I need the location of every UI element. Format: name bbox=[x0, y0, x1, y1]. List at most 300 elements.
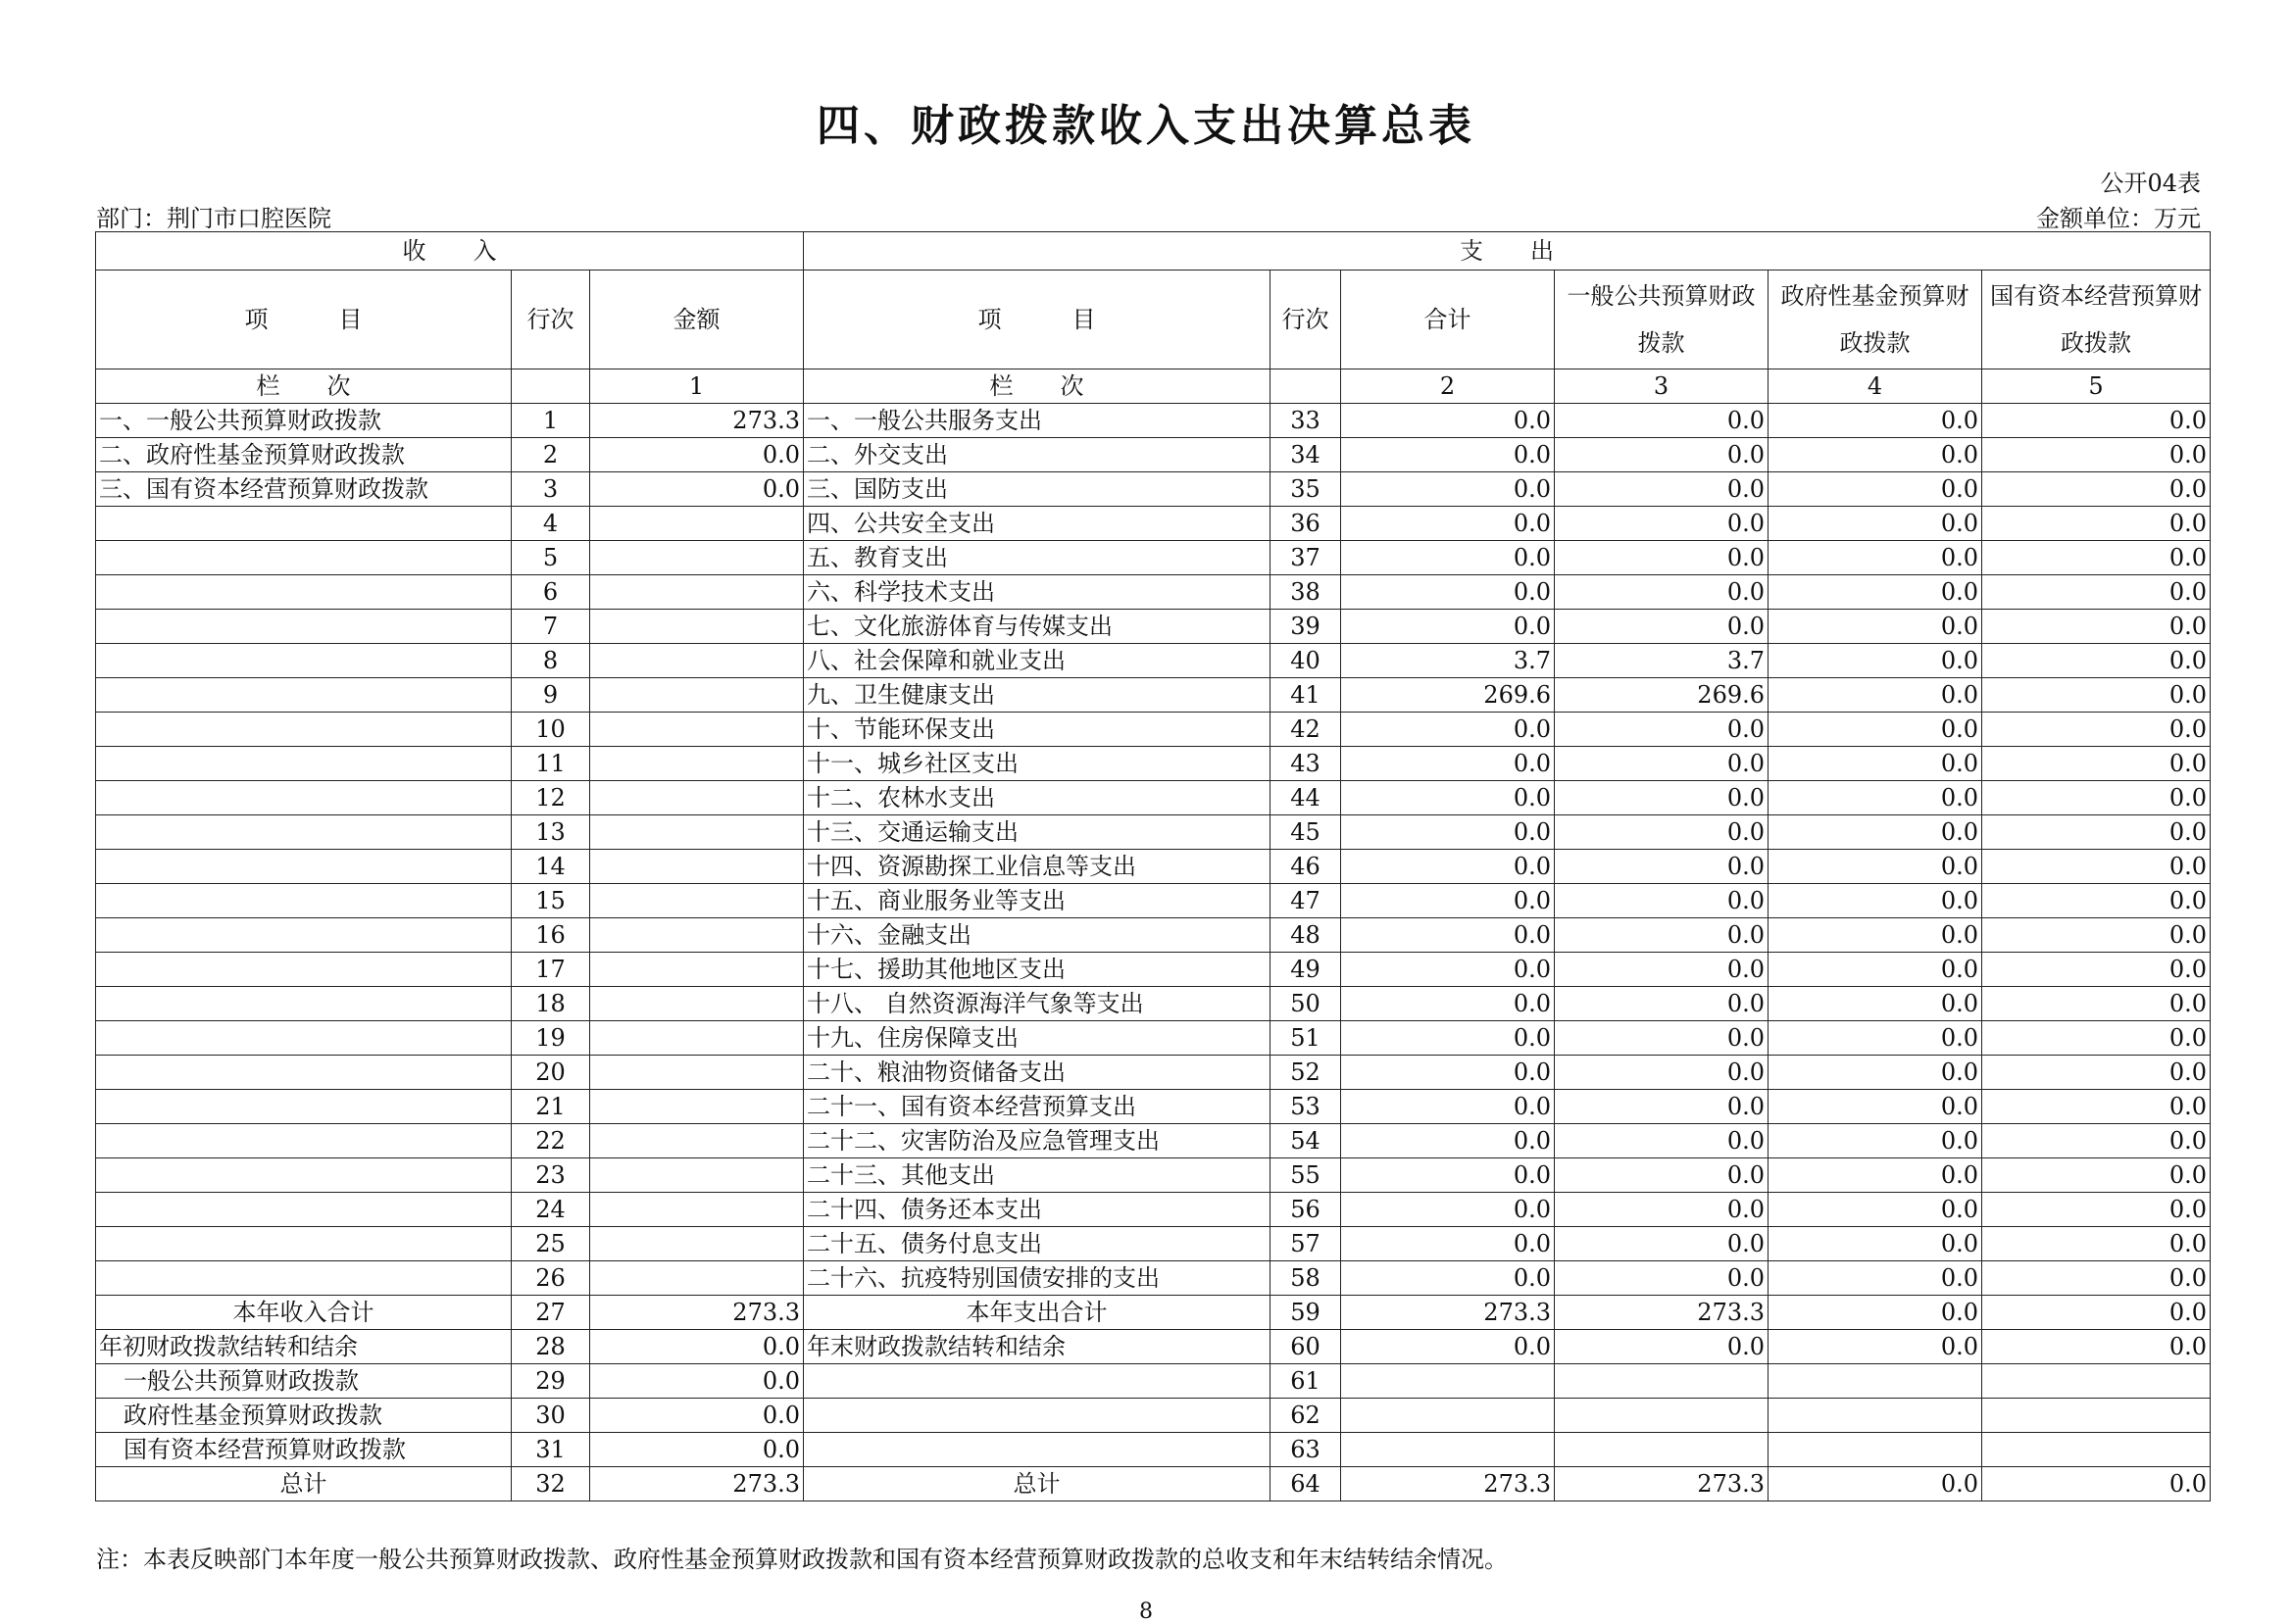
state-capital-amount: 0.0 bbox=[1982, 987, 2211, 1021]
state-capital-amount: 0.0 bbox=[1982, 644, 2211, 678]
expense-total: 0.0 bbox=[1341, 1227, 1555, 1261]
state-capital-amount: 0.0 bbox=[1982, 1158, 2211, 1193]
gov-fund-amount: 0.0 bbox=[1769, 1158, 1982, 1193]
gov-fund-amount: 0.0 bbox=[1769, 1467, 1982, 1501]
table-row bbox=[96, 987, 2211, 1021]
table-row bbox=[96, 678, 2211, 713]
expense-line-no: 45 bbox=[1271, 815, 1341, 850]
table-row bbox=[96, 1261, 2211, 1296]
general-budget-amount: 0.0 bbox=[1555, 575, 1769, 610]
gov-fund-amount: 0.0 bbox=[1769, 644, 1982, 678]
table-row bbox=[96, 1158, 2211, 1193]
income-line-no: 31 bbox=[512, 1433, 590, 1467]
general-budget-amount: 0.0 bbox=[1555, 610, 1769, 644]
state-capital-amount: 0.0 bbox=[1982, 884, 2211, 918]
gov-fund-header: 政府性基金预算财政拨款 bbox=[1769, 271, 1982, 369]
general-budget-amount: 0.0 bbox=[1555, 884, 1769, 918]
expense-line-no: 61 bbox=[1271, 1364, 1341, 1399]
table-row bbox=[96, 1227, 2211, 1261]
expense-item: 二十一、国有资本经营预算支出 bbox=[804, 1090, 1271, 1124]
income-amount-header: 金额 bbox=[590, 271, 804, 369]
income-item bbox=[96, 1193, 512, 1227]
general-budget-amount bbox=[1555, 1433, 1769, 1467]
state-capital-amount: 0.0 bbox=[1982, 610, 2211, 644]
expense-item: 二十二、灾害防治及应急管理支出 bbox=[804, 1124, 1271, 1158]
expense-item: 十七、援助其他地区支出 bbox=[804, 953, 1271, 987]
general-budget-amount: 0.0 bbox=[1555, 507, 1769, 541]
income-item bbox=[96, 747, 512, 781]
expense-total: 3.7 bbox=[1341, 644, 1555, 678]
general-budget-header: 一般公共预算财政拨款 bbox=[1555, 271, 1769, 369]
income-amount bbox=[590, 1124, 804, 1158]
state-capital-amount: 0.0 bbox=[1982, 1193, 2211, 1227]
income-line-no: 22 bbox=[512, 1124, 590, 1158]
income-amount bbox=[590, 644, 804, 678]
income-item bbox=[96, 815, 512, 850]
state-capital-amount bbox=[1982, 1399, 2211, 1433]
general-budget-amount: 0.0 bbox=[1555, 1261, 1769, 1296]
state-capital-amount: 0.0 bbox=[1982, 850, 2211, 884]
income-item bbox=[96, 1124, 512, 1158]
expense-line-no: 34 bbox=[1271, 438, 1341, 472]
gov-fund-amount: 0.0 bbox=[1769, 404, 1982, 438]
expense-item: 二十四、债务还本支出 bbox=[804, 1193, 1271, 1227]
income-line-no: 4 bbox=[512, 507, 590, 541]
expense-line-no: 42 bbox=[1271, 713, 1341, 747]
income-amount bbox=[590, 953, 804, 987]
expense-total: 0.0 bbox=[1341, 918, 1555, 953]
gov-fund-amount bbox=[1769, 1433, 1982, 1467]
income-item bbox=[96, 1090, 512, 1124]
gov-fund-amount: 0.0 bbox=[1769, 1227, 1982, 1261]
general-budget-amount: 0.0 bbox=[1555, 1056, 1769, 1090]
expense-item: 一、一般公共服务支出 bbox=[804, 404, 1271, 438]
table-row bbox=[96, 575, 2211, 610]
income-amount bbox=[590, 781, 804, 815]
expense-total: 0.0 bbox=[1341, 884, 1555, 918]
state-capital-amount: 0.0 bbox=[1982, 541, 2211, 575]
state-capital-amount: 0.0 bbox=[1982, 1056, 2211, 1090]
expense-line-no: 46 bbox=[1271, 850, 1341, 884]
expense-total: 0.0 bbox=[1341, 472, 1555, 507]
expense-total: 273.3 bbox=[1341, 1296, 1555, 1330]
expense-line-no: 44 bbox=[1271, 781, 1341, 815]
income-line-no: 17 bbox=[512, 953, 590, 987]
department-label: 部门：荆门市口腔医院 bbox=[96, 205, 331, 232]
gov-fund-amount: 0.0 bbox=[1769, 713, 1982, 747]
state-capital-amount: 0.0 bbox=[1982, 713, 2211, 747]
expense-item: 总计 bbox=[804, 1467, 1271, 1501]
column-index-2: 2 bbox=[1341, 369, 1555, 404]
state-capital-amount: 0.0 bbox=[1982, 472, 2211, 507]
income-amount bbox=[590, 1090, 804, 1124]
gov-fund-amount bbox=[1769, 1399, 1982, 1433]
general-budget-amount: 0.0 bbox=[1555, 1124, 1769, 1158]
budget-table bbox=[95, 231, 2211, 1501]
income-item bbox=[96, 507, 512, 541]
expense-line-no: 51 bbox=[1271, 1021, 1341, 1056]
expense-line-no: 56 bbox=[1271, 1193, 1341, 1227]
table-row bbox=[96, 884, 2211, 918]
gov-fund-amount: 0.0 bbox=[1769, 1330, 1982, 1364]
income-amount bbox=[590, 815, 804, 850]
gov-fund-amount bbox=[1769, 1364, 1982, 1399]
expense-item: 二十五、债务付息支出 bbox=[804, 1227, 1271, 1261]
income-line-no: 12 bbox=[512, 781, 590, 815]
general-budget-amount: 0.0 bbox=[1555, 781, 1769, 815]
income-line-no: 16 bbox=[512, 918, 590, 953]
income-item: 一、一般公共预算财政拨款 bbox=[96, 404, 512, 438]
expense-item: 六、科学技术支出 bbox=[804, 575, 1271, 610]
expense-total: 0.0 bbox=[1341, 1021, 1555, 1056]
income-item bbox=[96, 850, 512, 884]
income-line-no: 25 bbox=[512, 1227, 590, 1261]
income-amount bbox=[590, 850, 804, 884]
expense-item: 十二、农林水支出 bbox=[804, 781, 1271, 815]
expense-item-header: 项 目 bbox=[804, 271, 1271, 369]
expense-section-header: 支 出 bbox=[804, 232, 2211, 271]
income-line-no: 30 bbox=[512, 1399, 590, 1433]
table-row bbox=[96, 1330, 2211, 1364]
income-item bbox=[96, 781, 512, 815]
expense-line-no: 62 bbox=[1271, 1399, 1341, 1433]
income-item bbox=[96, 644, 512, 678]
expense-line-no: 36 bbox=[1271, 507, 1341, 541]
income-amount bbox=[590, 610, 804, 644]
gov-fund-amount: 0.0 bbox=[1769, 1090, 1982, 1124]
expense-item: 十三、交通运输支出 bbox=[804, 815, 1271, 850]
income-item bbox=[96, 1158, 512, 1193]
income-amount bbox=[590, 918, 804, 953]
expense-line-header: 行次 bbox=[1271, 271, 1341, 369]
state-capital-amount: 0.0 bbox=[1982, 953, 2211, 987]
income-amount bbox=[590, 987, 804, 1021]
income-amount: 273.3 bbox=[590, 404, 804, 438]
table-row bbox=[96, 610, 2211, 644]
gov-fund-amount: 0.0 bbox=[1769, 1296, 1982, 1330]
column-index-label: 栏 次 bbox=[804, 369, 1271, 404]
general-budget-amount: 0.0 bbox=[1555, 541, 1769, 575]
expense-line-no: 35 bbox=[1271, 472, 1341, 507]
expense-total: 0.0 bbox=[1341, 1124, 1555, 1158]
expense-total: 0.0 bbox=[1341, 507, 1555, 541]
general-budget-amount: 0.0 bbox=[1555, 1193, 1769, 1227]
income-item: 二、政府性基金预算财政拨款 bbox=[96, 438, 512, 472]
general-budget-amount: 273.3 bbox=[1555, 1467, 1769, 1501]
income-amount: 0.0 bbox=[590, 1330, 804, 1364]
income-amount bbox=[590, 1021, 804, 1056]
state-capital-amount: 0.0 bbox=[1982, 1227, 2211, 1261]
general-budget-amount: 0.0 bbox=[1555, 747, 1769, 781]
column-index-1: 1 bbox=[590, 369, 804, 404]
expense-total: 0.0 bbox=[1341, 1330, 1555, 1364]
income-line-no: 6 bbox=[512, 575, 590, 610]
expense-item: 年末财政拨款结转和结余 bbox=[804, 1330, 1271, 1364]
expense-item: 八、社会保障和就业支出 bbox=[804, 644, 1271, 678]
expense-line-no: 47 bbox=[1271, 884, 1341, 918]
income-item: 政府性基金预算财政拨款 bbox=[96, 1399, 512, 1433]
table-row bbox=[96, 713, 2211, 747]
expense-item: 十、节能环保支出 bbox=[804, 713, 1271, 747]
gov-fund-amount: 0.0 bbox=[1769, 747, 1982, 781]
income-amount bbox=[590, 747, 804, 781]
expense-line-no: 49 bbox=[1271, 953, 1341, 987]
income-line-no: 13 bbox=[512, 815, 590, 850]
income-amount bbox=[590, 1227, 804, 1261]
expense-line-no: 54 bbox=[1271, 1124, 1341, 1158]
income-amount bbox=[590, 507, 804, 541]
table-row bbox=[96, 404, 2211, 438]
income-item: 三、国有资本经营预算财政拨款 bbox=[96, 472, 512, 507]
general-budget-amount: 273.3 bbox=[1555, 1296, 1769, 1330]
state-capital-amount: 0.0 bbox=[1982, 781, 2211, 815]
page-number: 8 bbox=[1139, 1599, 1153, 1624]
general-budget-amount: 3.7 bbox=[1555, 644, 1769, 678]
expense-item: 十一、城乡社区支出 bbox=[804, 747, 1271, 781]
column-index-blank bbox=[512, 369, 590, 404]
expense-total: 0.0 bbox=[1341, 575, 1555, 610]
income-line-no: 10 bbox=[512, 713, 590, 747]
table-row bbox=[96, 541, 2211, 575]
gov-fund-amount: 0.0 bbox=[1769, 507, 1982, 541]
expense-item: 十六、金融支出 bbox=[804, 918, 1271, 953]
income-item: 年初财政拨款结转和结余 bbox=[96, 1330, 512, 1364]
expense-line-no: 63 bbox=[1271, 1433, 1341, 1467]
income-amount: 273.3 bbox=[590, 1467, 804, 1501]
general-budget-amount: 0.0 bbox=[1555, 713, 1769, 747]
expense-line-no: 41 bbox=[1271, 678, 1341, 713]
expense-line-no: 52 bbox=[1271, 1056, 1341, 1090]
gov-fund-amount: 0.0 bbox=[1769, 850, 1982, 884]
gov-fund-amount: 0.0 bbox=[1769, 987, 1982, 1021]
total-header: 合计 bbox=[1341, 271, 1555, 369]
income-item bbox=[96, 541, 512, 575]
general-budget-amount: 0.0 bbox=[1555, 815, 1769, 850]
gov-fund-amount: 0.0 bbox=[1769, 1124, 1982, 1158]
income-line-no: 5 bbox=[512, 541, 590, 575]
income-amount bbox=[590, 1261, 804, 1296]
expense-total: 0.0 bbox=[1341, 1193, 1555, 1227]
expense-item: 本年支出合计 bbox=[804, 1296, 1271, 1330]
expense-total: 0.0 bbox=[1341, 953, 1555, 987]
table-row bbox=[96, 1433, 2211, 1467]
income-line-no: 28 bbox=[512, 1330, 590, 1364]
income-item bbox=[96, 610, 512, 644]
income-line-no: 23 bbox=[512, 1158, 590, 1193]
expense-item bbox=[804, 1399, 1271, 1433]
expense-total: 0.0 bbox=[1341, 815, 1555, 850]
expense-item: 五、教育支出 bbox=[804, 541, 1271, 575]
income-item bbox=[96, 918, 512, 953]
general-budget-amount: 0.0 bbox=[1555, 1227, 1769, 1261]
state-capital-amount: 0.0 bbox=[1982, 1296, 2211, 1330]
table-row bbox=[96, 850, 2211, 884]
expense-total: 0.0 bbox=[1341, 987, 1555, 1021]
general-budget-amount: 0.0 bbox=[1555, 1021, 1769, 1056]
gov-fund-amount: 0.0 bbox=[1769, 472, 1982, 507]
income-line-no: 32 bbox=[512, 1467, 590, 1501]
expense-item: 二十三、其他支出 bbox=[804, 1158, 1271, 1193]
unit-label: 金额单位：万元 bbox=[2036, 205, 2201, 232]
general-budget-amount: 0.0 bbox=[1555, 438, 1769, 472]
expense-item: 十五、商业服务业等支出 bbox=[804, 884, 1271, 918]
income-amount bbox=[590, 1158, 804, 1193]
expense-item: 二、外交支出 bbox=[804, 438, 1271, 472]
expense-line-no: 43 bbox=[1271, 747, 1341, 781]
expense-total: 0.0 bbox=[1341, 713, 1555, 747]
general-budget-amount: 0.0 bbox=[1555, 1158, 1769, 1193]
state-capital-amount: 0.0 bbox=[1982, 507, 2211, 541]
income-amount: 0.0 bbox=[590, 1433, 804, 1467]
expense-line-no: 33 bbox=[1271, 404, 1341, 438]
table-row bbox=[96, 815, 2211, 850]
expense-total: 0.0 bbox=[1341, 541, 1555, 575]
income-line-no: 21 bbox=[512, 1090, 590, 1124]
gov-fund-amount: 0.0 bbox=[1769, 1261, 1982, 1296]
expense-line-no: 38 bbox=[1271, 575, 1341, 610]
gov-fund-amount: 0.0 bbox=[1769, 884, 1982, 918]
expense-total: 273.3 bbox=[1341, 1467, 1555, 1501]
income-item: 国有资本经营预算财政拨款 bbox=[96, 1433, 512, 1467]
table-row bbox=[96, 1399, 2211, 1433]
income-line-no: 11 bbox=[512, 747, 590, 781]
expense-total: 0.0 bbox=[1341, 747, 1555, 781]
expense-item bbox=[804, 1433, 1271, 1467]
table-row bbox=[96, 1124, 2211, 1158]
expense-total bbox=[1341, 1364, 1555, 1399]
income-item bbox=[96, 1056, 512, 1090]
income-item bbox=[96, 1261, 512, 1296]
expense-line-no: 58 bbox=[1271, 1261, 1341, 1296]
income-item bbox=[96, 987, 512, 1021]
table-row bbox=[96, 953, 2211, 987]
income-amount: 0.0 bbox=[590, 1399, 804, 1433]
income-item bbox=[96, 1021, 512, 1056]
expense-total bbox=[1341, 1433, 1555, 1467]
table-row bbox=[96, 644, 2211, 678]
income-line-no: 27 bbox=[512, 1296, 590, 1330]
state-capital-amount: 0.0 bbox=[1982, 815, 2211, 850]
gov-fund-amount: 0.0 bbox=[1769, 953, 1982, 987]
gov-fund-amount: 0.0 bbox=[1769, 781, 1982, 815]
income-amount bbox=[590, 575, 804, 610]
income-line-no: 19 bbox=[512, 1021, 590, 1056]
column-index-blank bbox=[1271, 369, 1341, 404]
income-item bbox=[96, 713, 512, 747]
state-capital-amount: 0.0 bbox=[1982, 1330, 2211, 1364]
form-number: 公开04表 bbox=[2100, 170, 2201, 197]
expense-line-no: 50 bbox=[1271, 987, 1341, 1021]
expense-item: 十九、住房保障支出 bbox=[804, 1021, 1271, 1056]
expense-total: 0.0 bbox=[1341, 850, 1555, 884]
gov-fund-amount: 0.0 bbox=[1769, 1056, 1982, 1090]
general-budget-amount bbox=[1555, 1364, 1769, 1399]
expense-item: 三、国防支出 bbox=[804, 472, 1271, 507]
state-capital-header: 国有资本经营预算财政拨款 bbox=[1982, 271, 2211, 369]
expense-item: 二十六、抗疫特别国债安排的支出 bbox=[804, 1261, 1271, 1296]
state-capital-amount: 0.0 bbox=[1982, 1021, 2211, 1056]
expense-line-no: 40 bbox=[1271, 644, 1341, 678]
income-section-header: 收 入 bbox=[96, 232, 804, 271]
income-amount bbox=[590, 1193, 804, 1227]
state-capital-amount: 0.0 bbox=[1982, 747, 2211, 781]
expense-total: 0.0 bbox=[1341, 1261, 1555, 1296]
expense-item: 四、公共安全支出 bbox=[804, 507, 1271, 541]
income-amount: 0.0 bbox=[590, 1364, 804, 1399]
table-row bbox=[96, 1090, 2211, 1124]
income-item bbox=[96, 953, 512, 987]
table-row bbox=[96, 1296, 2211, 1330]
footnote: 注：本表反映部门本年度一般公共预算财政拨款、政府性基金预算财政拨款和国有资本经营预算财政拨款的总收支和年末结转结余情况。 bbox=[96, 1546, 1508, 1573]
income-item bbox=[96, 575, 512, 610]
expense-item: 七、文化旅游体育与传媒支出 bbox=[804, 610, 1271, 644]
gov-fund-amount: 0.0 bbox=[1769, 1021, 1982, 1056]
table-row bbox=[96, 1193, 2211, 1227]
expense-total: 269.6 bbox=[1341, 678, 1555, 713]
state-capital-amount: 0.0 bbox=[1982, 404, 2211, 438]
income-item bbox=[96, 1227, 512, 1261]
general-budget-amount: 0.0 bbox=[1555, 1330, 1769, 1364]
table-row bbox=[96, 1056, 2211, 1090]
general-budget-amount: 0.0 bbox=[1555, 404, 1769, 438]
income-item-header: 项 目 bbox=[96, 271, 512, 369]
gov-fund-amount: 0.0 bbox=[1769, 438, 1982, 472]
income-line-no: 20 bbox=[512, 1056, 590, 1090]
state-capital-amount: 0.0 bbox=[1982, 1467, 2211, 1501]
income-line-no: 9 bbox=[512, 678, 590, 713]
state-capital-amount: 0.0 bbox=[1982, 678, 2211, 713]
income-line-no: 8 bbox=[512, 644, 590, 678]
income-amount: 273.3 bbox=[590, 1296, 804, 1330]
state-capital-amount: 0.0 bbox=[1982, 1261, 2211, 1296]
table-row bbox=[96, 438, 2211, 472]
income-item: 总计 bbox=[96, 1467, 512, 1501]
gov-fund-amount: 0.0 bbox=[1769, 815, 1982, 850]
general-budget-amount: 0.0 bbox=[1555, 953, 1769, 987]
expense-line-no: 55 bbox=[1271, 1158, 1341, 1193]
page-title: 四、财政拨款收入支出决算总表 bbox=[817, 101, 1475, 151]
income-amount bbox=[590, 884, 804, 918]
expense-item bbox=[804, 1364, 1271, 1399]
income-item: 一般公共预算财政拨款 bbox=[96, 1364, 512, 1399]
income-line-header: 行次 bbox=[512, 271, 590, 369]
gov-fund-amount: 0.0 bbox=[1769, 610, 1982, 644]
column-index-label: 栏 次 bbox=[96, 369, 512, 404]
table-row bbox=[96, 1467, 2211, 1501]
state-capital-amount bbox=[1982, 1433, 2211, 1467]
state-capital-amount: 0.0 bbox=[1982, 575, 2211, 610]
expense-total: 0.0 bbox=[1341, 438, 1555, 472]
general-budget-amount: 0.0 bbox=[1555, 987, 1769, 1021]
expense-total bbox=[1341, 1399, 1555, 1433]
income-line-no: 3 bbox=[512, 472, 590, 507]
income-line-no: 2 bbox=[512, 438, 590, 472]
general-budget-amount: 0.0 bbox=[1555, 472, 1769, 507]
column-index-5: 5 bbox=[1982, 369, 2211, 404]
income-line-no: 24 bbox=[512, 1193, 590, 1227]
expense-line-no: 64 bbox=[1271, 1467, 1341, 1501]
income-line-no: 7 bbox=[512, 610, 590, 644]
table-row bbox=[96, 918, 2211, 953]
income-item bbox=[96, 678, 512, 713]
expense-line-no: 59 bbox=[1271, 1296, 1341, 1330]
table-row bbox=[96, 747, 2211, 781]
expense-total: 0.0 bbox=[1341, 1056, 1555, 1090]
expense-line-no: 37 bbox=[1271, 541, 1341, 575]
expense-item: 九、卫生健康支出 bbox=[804, 678, 1271, 713]
state-capital-amount: 0.0 bbox=[1982, 438, 2211, 472]
state-capital-amount: 0.0 bbox=[1982, 1124, 2211, 1158]
